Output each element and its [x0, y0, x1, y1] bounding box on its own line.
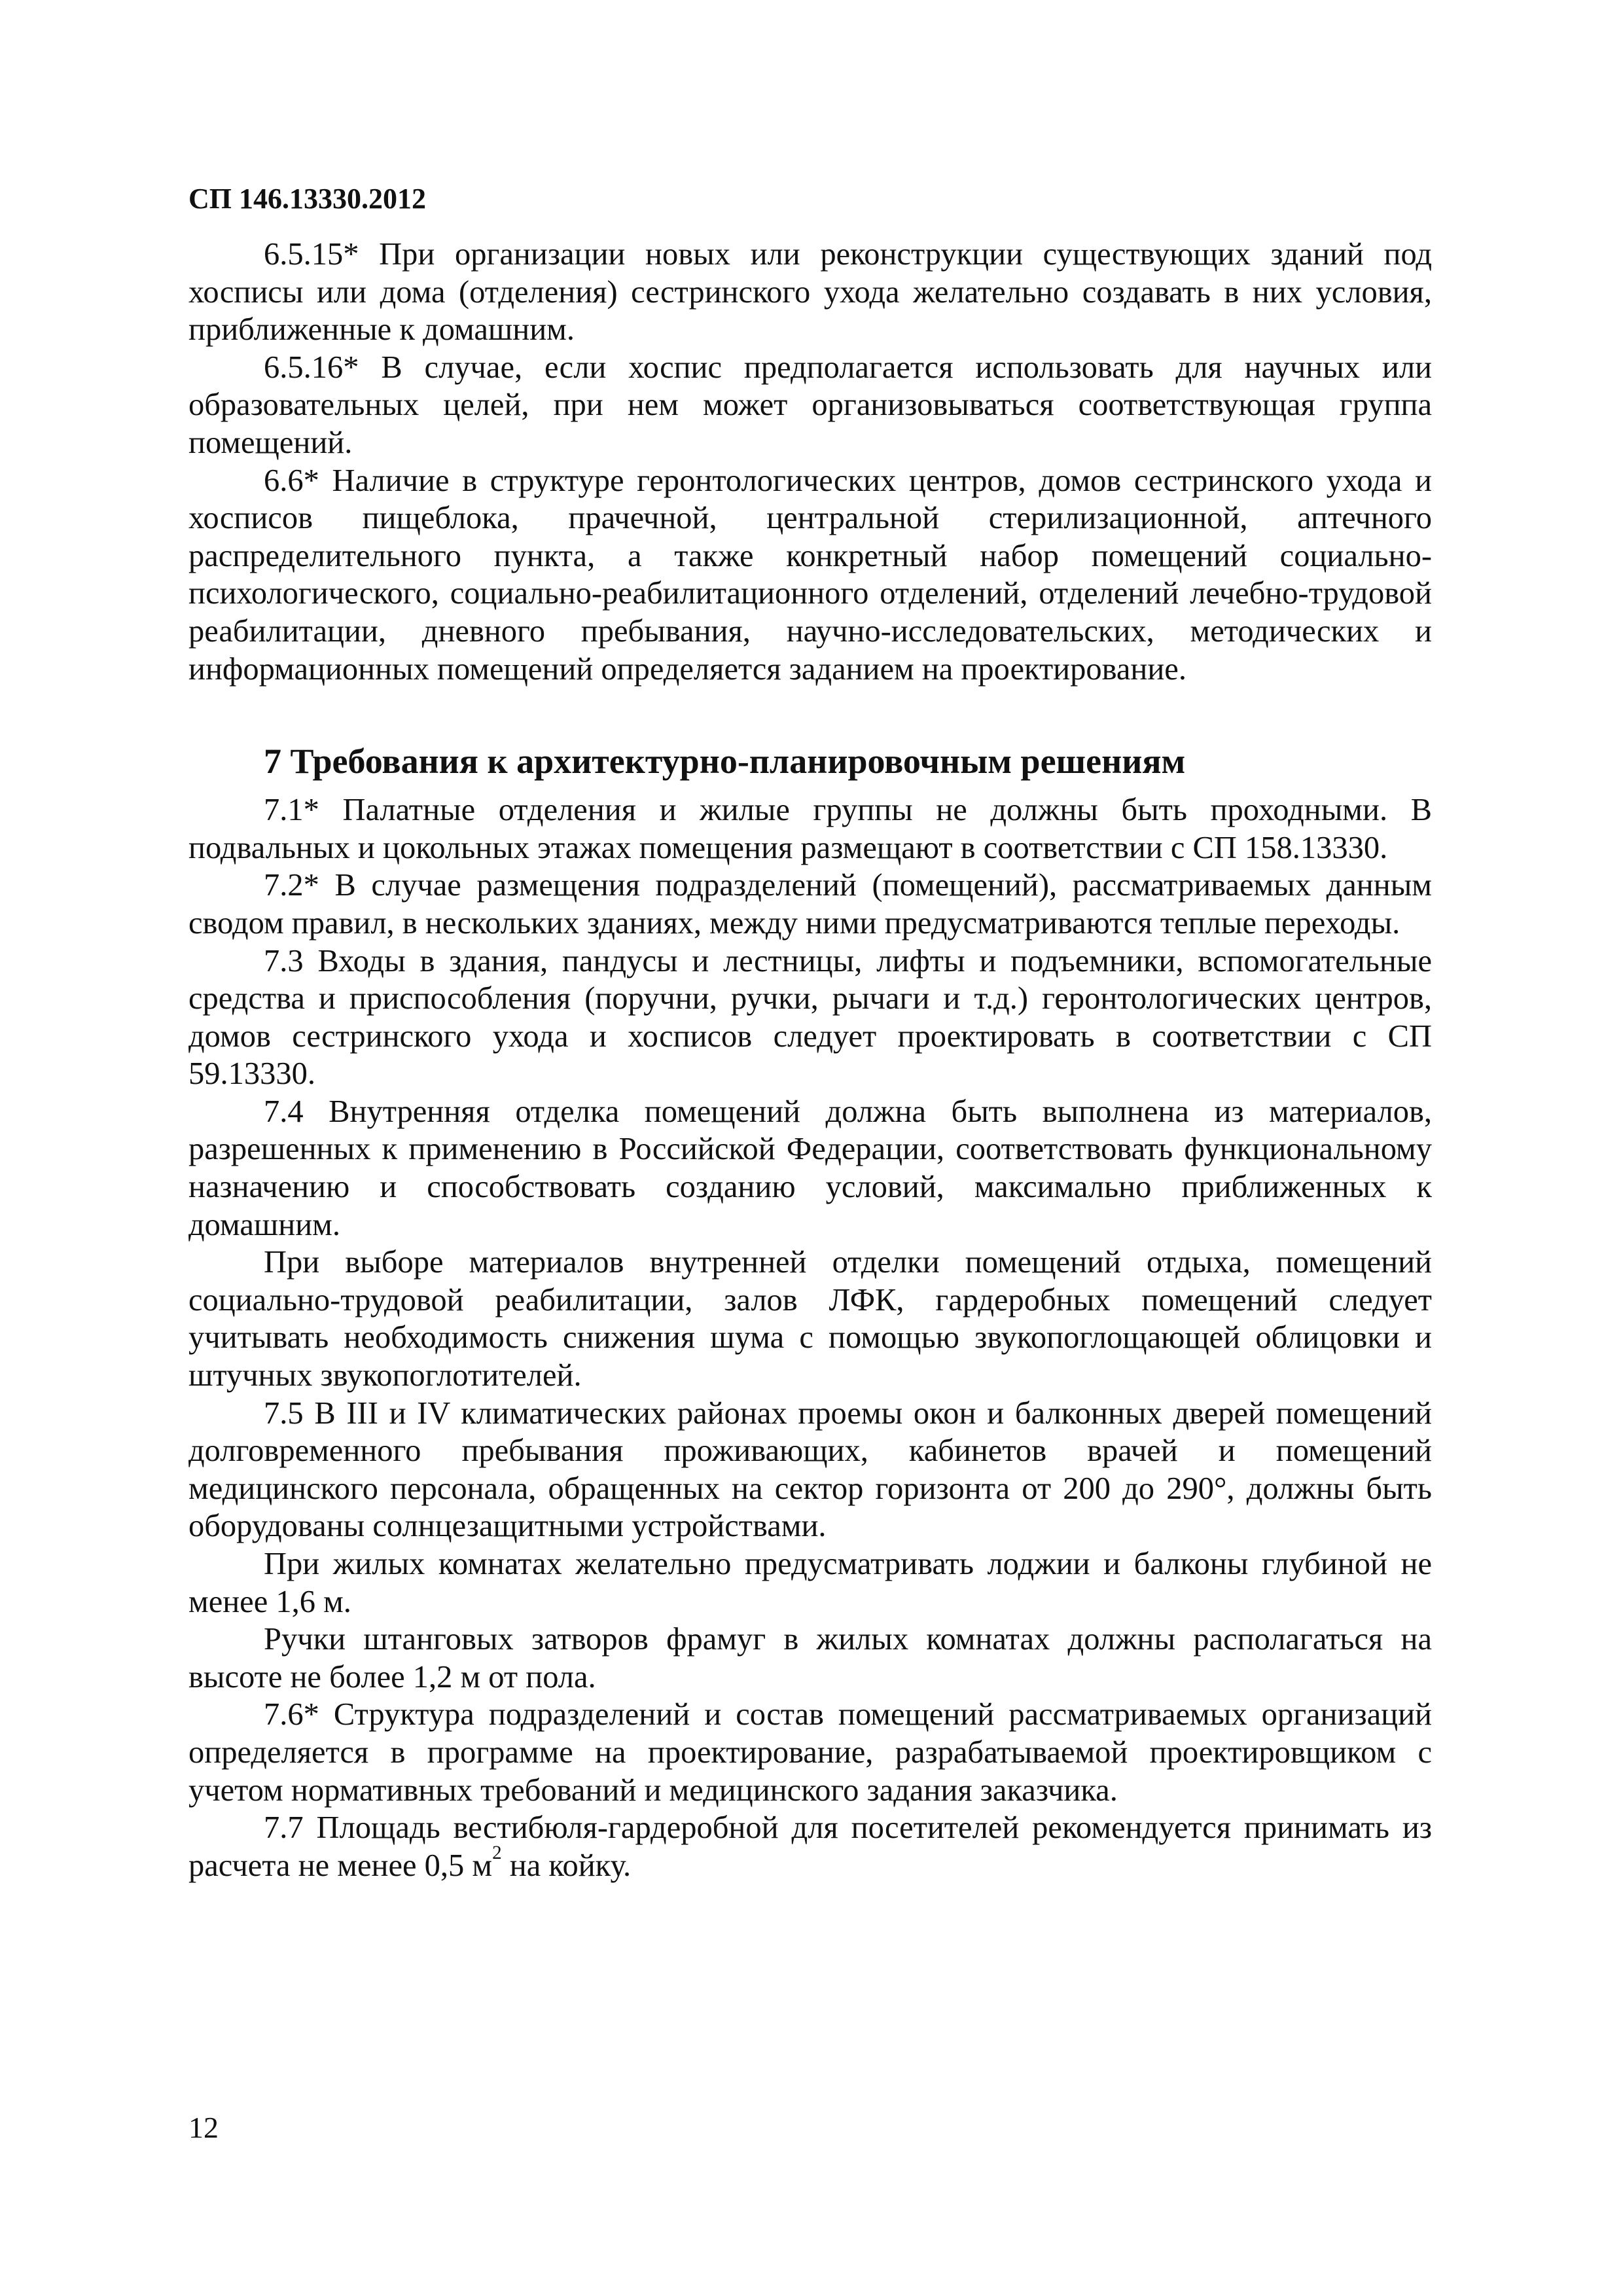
paragraph-7-4: 7.4 Внутренняя отделка помещений должна быть выполнена из материалов, разрешенных к применению в Российской Федерации, соответствовать функциональному назначению и способствовать созданию условий, максимально приближенных к домашним.: [188, 1094, 1432, 1242]
paragraph-6-5-15: 6.5.15* При организации новых или реконструкции существующих зданий под хосписы или дома (отделения) сестринского ухода желательно создавать в них условия, приближенные к домашним.: [188, 237, 1432, 348]
paragraph-7-7-tail: на койку.: [501, 1848, 632, 1883]
paragraph-7-4-materials: При выборе материалов внутренней отделки помещений отдыха, помещений социально-трудовой реабилитации, залов ЛФК, гардеробных помещений следует учитывать необходимость снижения шума с помощью звукопоглощающей облицовки и штучных звукопоглотителей.: [188, 1245, 1432, 1393]
document-code-header: СП 146.13330.2012: [188, 183, 426, 215]
paragraph-7-7-text: 7.7 Площадь вестибюля-гардеробной для посетителей рекомендуется принимать из расчета не менее 0,5 м: [188, 1810, 1432, 1883]
paragraph-7-7: [188, 1809, 1432, 1884]
page-number: 12: [188, 2111, 219, 2144]
paragraph-7-2: 7.2* В случае размещения подразделений (помещений), рассматриваемых данным сводом правил, в нескольких зданиях, между ними предусматриваются теплые переходы.: [188, 868, 1432, 941]
document-body: [188, 236, 1432, 1884]
paragraph-7-5: 7.5 В III и IV климатических районах проемы окон и балконных дверей помещений долговременного пребывания проживающих, кабинетов врачей и помещений медицинского персонала, обращенных на сектор горизонта от 200 до 290°, должны быть оборудованы солнцезащитными устройствами.: [188, 1395, 1432, 1544]
paragraph-6-6: 6.6* Наличие в структуре геронтологических центров, домов сестринского ухода и хосписов пищеблока, прачечной, центральной стерилизационной, аптечного распределительного пункта, а также конкретный набор помещений социально-психологического, социально-реабилитационного отделений, отделений лечебно-трудовой реабилитации, дневного пребывания, научно-исследовательских, методических и информационных помещений определяется заданием на проектирование.: [188, 463, 1432, 687]
square-meter-superscript: 2: [492, 1842, 502, 1863]
paragraph-6-5-16: 6.5.16* В случае, если хоспис предполагается использовать для научных или образовательных целей, при нем может организовываться соответствующая группа помещений.: [188, 350, 1432, 460]
paragraph-7-3: 7.3 Входы в здания, пандусы и лестницы, лифты и подъемники, вспомогательные средства и приспособления (поручни, ручки, рычаги и т.д.) геронтологических центров, домов сестринского ухода и хосписов следует проектировать в соответствии с СП 59.13330.: [188, 943, 1432, 1092]
section-7-heading: 7 Требования к архитектурно-планировочным решениям: [264, 742, 1186, 781]
paragraph-7-1: 7.1* Палатные отделения и жилые группы не должны быть проходными. В подвальных и цокольных этажах помещения размещают в соответствии с СП 158.13330.: [188, 793, 1432, 865]
paragraph-7-6: 7.6* Структура подразделений и состав помещений рассматриваемых организаций определяется в программе на проектирование, разрабатываемой проектировщиком с учетом нормативных требований и медицинского задания заказчика.: [188, 1697, 1432, 1808]
paragraph-7-5-handles: Ручки штанговых затворов фрамуг в жилых комнатах должны располагаться на высоте не более 1,2 м от пола.: [188, 1622, 1432, 1695]
paragraph-7-5-loggias: При жилых комнатах желательно предусматривать лоджии и балконы глубиной не менее 1,6 м.: [188, 1547, 1432, 1619]
